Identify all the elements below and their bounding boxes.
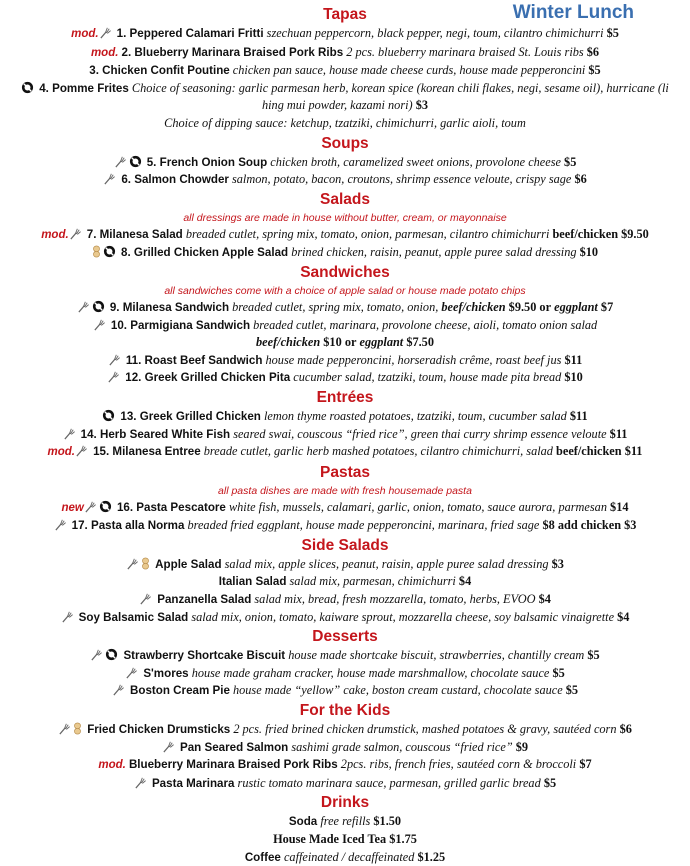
menu-item — [0, 665, 690, 683]
section-title-salads: Salads — [320, 190, 370, 208]
section-title-drinks: Drinks — [320, 794, 370, 812]
item-name: S'mores — [143, 666, 189, 680]
fork-icon — [99, 26, 112, 39]
menu-item — [0, 171, 690, 189]
item-extra: Choice of dipping sauce: ketchup, tzatziki, chimichurri, garlic aioli, toum — [164, 115, 526, 130]
item-name: Pan Seared Salmon — [180, 740, 289, 754]
item-option: beef/chicken — [552, 226, 619, 241]
item-price: $5 — [564, 154, 577, 169]
item-price: $6 — [619, 722, 632, 737]
menu-item — [0, 369, 690, 387]
fork-icon — [114, 155, 127, 168]
fork-icon — [54, 518, 67, 531]
item-name: 14. Herb Seared White Fish — [80, 427, 231, 441]
menu-item — [0, 426, 690, 444]
item-price-2: $7 — [600, 299, 614, 314]
item-price: $4 — [538, 592, 551, 607]
item-name: Panzanella Salad — [157, 593, 252, 607]
item-name: 5. French Onion Soup — [146, 155, 268, 169]
item-desc: chicken pan sauce, house made cheese curds, house made pepperoncini — [232, 63, 586, 78]
menu-item — [0, 609, 690, 627]
item-price: $5 — [552, 665, 565, 680]
section-title-side-salads: Side Salads — [301, 536, 389, 554]
item-price: $4 — [617, 609, 630, 624]
item-name: Apple Salad — [155, 557, 222, 571]
item-name: 6. Salmon Chowder — [121, 173, 229, 187]
item-desc: free refills — [320, 814, 371, 829]
fork-icon — [125, 666, 138, 679]
item-desc: 2pcs. ribs, french fries, sautéed corn & broccoli — [340, 757, 577, 772]
menu-item — [0, 25, 690, 44]
item-price: $5 — [606, 26, 619, 40]
fork-icon — [162, 740, 175, 753]
item-price: $9.50 — [508, 299, 537, 314]
menu-item — [0, 317, 690, 335]
item-price: $5 — [543, 775, 557, 790]
item-desc: white fish, mussels, calamari, garlic, onion, tomato, sauce aurora, parmesan — [228, 499, 607, 514]
item-name: Strawberry Shortcake Biscuit — [123, 649, 286, 663]
item-name: Coffee — [244, 850, 281, 864]
item-name: 9. Milanesa Sandwich — [109, 300, 230, 314]
item-desc: seared swai, couscous “fried rice”, green thai curry shrimp essence veloute — [233, 426, 607, 441]
item-name: 4. Pomme Frites — [39, 81, 129, 95]
fork-icon — [93, 318, 106, 331]
menu-item — [0, 517, 690, 535]
item-desc: house made pepperoncini, horseradish crême, roast beef jus — [265, 352, 562, 367]
item-extra-line — [0, 115, 690, 133]
item-options-line — [0, 334, 690, 352]
item-price: $11 — [564, 352, 583, 367]
item-desc: 2 pcs. blueberry marinara braised St. Louis ribs — [346, 44, 584, 59]
item-name: 16. Pasta Pescatore — [116, 500, 226, 514]
fork-icon — [84, 500, 97, 513]
menu-item — [0, 62, 690, 80]
fork-icon — [107, 370, 120, 383]
item-price-2: $7.50 — [406, 335, 434, 350]
item-price: $11 — [624, 444, 643, 459]
item-price: $6 — [586, 44, 600, 59]
menu-item — [0, 682, 690, 700]
item-desc: house made “yellow” cake, boston cream custard, chocolate sauce — [232, 683, 563, 698]
item-name: Pasta Marinara — [151, 776, 235, 790]
item-price: $9.50 — [621, 226, 649, 241]
section-title-soups: Soups — [321, 134, 369, 152]
fork-icon — [90, 648, 103, 661]
item-option-2: eggplant — [359, 335, 404, 350]
item-desc: rustic tomato marinara sauce, parmesan, grilled garlic bread — [237, 775, 541, 790]
item-desc: breaded cutlet, spring mix, tomato, onion, parmesan, cilantro chimichurri — [185, 226, 550, 241]
peanut-icon — [92, 245, 101, 258]
menu-item — [0, 849, 690, 866]
gluten-free-icon — [21, 81, 34, 94]
item-desc: salmon, potato, bacon, croutons, shrimp essence veloute, crispy sage — [232, 172, 572, 187]
item-price: $5 — [587, 648, 600, 663]
section-note: all sandwiches come with a choice of apple salad or house made potato chips — [164, 284, 526, 297]
gluten-free-icon — [105, 648, 118, 661]
item-desc: Choice of seasoning: garlic parmesan herb, korean spice (korean chili flakes, negi, sesame oil), hurricane (li hing mui powder, kazami nori) — [131, 80, 669, 113]
item-name: Italian Salad — [218, 575, 287, 589]
item-name: 8. Grilled Chicken Apple Salad — [121, 246, 289, 260]
item-desc: breade cutlet, garlic herb mashed potatoes, cilantro chimichurri, salad — [203, 444, 553, 459]
fork-icon — [139, 592, 152, 605]
item-or: or — [539, 299, 552, 314]
mod-tag: mod. — [41, 228, 69, 241]
item-desc: breaded fried eggplant, house made pepperoncini, marinara, fried sage — [187, 518, 540, 533]
item-price: $11 — [609, 426, 628, 441]
item-name: 7. Milanesa Salad — [86, 227, 183, 241]
menu-item — [0, 739, 690, 757]
menu-item — [0, 831, 690, 849]
menu-item — [0, 408, 690, 426]
item-price: $5 — [565, 683, 579, 698]
menu-item — [0, 154, 690, 172]
menu-item — [0, 721, 690, 739]
item-price: $7 — [579, 757, 592, 772]
menu-item — [0, 499, 690, 518]
menu-item — [0, 813, 690, 831]
item-price: $10 — [579, 245, 599, 260]
menu-item — [0, 591, 690, 609]
fork-icon — [77, 300, 90, 313]
menu-body — [0, 4, 690, 866]
item-desc: breaded cutlet, spring mix, tomato, onion, — [232, 299, 439, 314]
menu-item — [0, 647, 690, 665]
item-name: Blueberry Marinara Braised Pork Ribs — [128, 758, 338, 772]
item-name: 3. Chicken Confit Poutine — [89, 64, 230, 78]
menu-item — [0, 226, 690, 245]
item-desc: 2 pcs. fried brined chicken drumstick, mashed potatoes & gravy, sautéed corn — [233, 722, 617, 737]
fork-icon — [58, 722, 71, 735]
gluten-free-icon — [99, 500, 112, 513]
item-name: 13. Greek Grilled Chicken — [120, 409, 261, 423]
item-price: $10 — [323, 335, 342, 350]
item-name: 12. Greek Grilled Chicken Pita — [125, 371, 291, 385]
section-title-tapas: Tapas — [323, 6, 367, 23]
section-title-kids: For the Kids — [299, 702, 391, 720]
gluten-free-icon — [92, 300, 105, 313]
item-desc: salad mix, bread, fresh mozzarella, tomato, herbs, EVOO — [254, 592, 536, 607]
item-price: $14 — [610, 499, 629, 514]
menu-item — [0, 756, 690, 775]
section-title-sandwiches: Sandwiches — [300, 263, 390, 281]
item-name: 1. Peppered Calamari Fritti — [116, 27, 264, 40]
item-name: House Made Iced Tea — [273, 832, 387, 846]
menu-item — [0, 573, 690, 591]
item-option: beef/chicken — [556, 444, 622, 459]
item-desc: chicken broth, caramelized sweet onions, provolone cheese — [270, 154, 561, 169]
mod-tag: mod. — [47, 446, 75, 459]
item-name: Soda — [288, 815, 318, 829]
section-title-pastas: Pastas — [320, 463, 370, 481]
menu-item — [0, 556, 690, 574]
fork-icon — [126, 557, 139, 570]
menu-title: Winter Lunch — [512, 2, 634, 23]
item-price: $10 — [564, 370, 583, 385]
item-price: $6 — [574, 172, 587, 187]
fork-icon — [134, 776, 147, 789]
item-name: Fried Chicken Drumsticks — [87, 723, 231, 737]
gluten-free-icon — [129, 155, 142, 168]
mod-tag: mod. — [71, 28, 99, 40]
item-price: $11 — [569, 408, 588, 423]
menu-item — [0, 443, 690, 462]
section-note: all dressings are made in house without butter, cream, or mayonnaise — [183, 211, 507, 224]
item-name: 15. Milanesa Entree — [93, 445, 201, 459]
item-name: 17. Pasta alla Norma — [71, 519, 185, 533]
item-name: 10. Parmigiana Sandwich — [110, 318, 251, 332]
fork-icon — [63, 427, 76, 440]
menu-item — [0, 775, 690, 793]
peanut-icon — [73, 722, 82, 735]
fork-icon — [69, 227, 82, 240]
item-name: Soy Balsamic Salad — [78, 610, 189, 624]
menu-item — [0, 44, 690, 63]
item-option: beef/chicken — [441, 299, 506, 314]
fork-icon — [112, 683, 125, 696]
item-price: $1.50 — [373, 814, 402, 829]
item-or: or — [344, 335, 357, 350]
item-desc: brined chicken, raisin, peanut, apple puree salad dressing — [291, 245, 577, 260]
menu-item — [0, 244, 690, 262]
menu-item — [0, 299, 690, 317]
item-price: $5 — [588, 63, 601, 78]
fork-icon — [61, 610, 74, 623]
item-name: Boston Cream Pie — [130, 684, 230, 698]
item-desc: salad mix, apple slices, peanut, raisin, apple puree salad dressing — [224, 556, 549, 571]
item-desc: lemon thyme roasted potatoes, tzatziki, toum, cucumber salad — [263, 408, 567, 423]
item-price: $9 — [515, 739, 529, 754]
item-price: $4 — [458, 574, 472, 589]
section-note: all pasta dishes are made with fresh housemade pasta — [218, 484, 472, 497]
gluten-free-icon — [103, 245, 116, 258]
peanut-icon — [141, 557, 150, 570]
fork-icon — [103, 172, 116, 185]
item-option: beef/chicken — [256, 335, 321, 350]
item-addon: add chicken — [557, 518, 622, 533]
menu-item — [0, 352, 690, 370]
item-price: $3 — [551, 556, 564, 571]
item-desc: salad mix, parmesan, chimichurri — [289, 574, 456, 589]
item-name: 11. Roast Beef Sandwich — [125, 353, 263, 367]
item-option-2: eggplant — [554, 299, 598, 314]
mod-tag: mod. — [90, 46, 119, 59]
item-name: 2. Blueberry Marinara Braised Pork Ribs — [121, 45, 344, 59]
gluten-free-icon — [102, 409, 115, 422]
item-addon-price: $3 — [624, 518, 637, 533]
item-desc: house made shortcake biscuit, strawberries, chantilly cream — [288, 648, 585, 663]
item-desc: house made graham cracker, house made marshmallow, chocolate sauce — [191, 665, 550, 680]
fork-icon — [75, 444, 88, 457]
section-title-entrees: Entrées — [316, 388, 374, 406]
item-desc: szechuan peppercorn, black pepper, negi, toum, cilantro chimichurri — [266, 26, 604, 40]
item-desc: cucumber salad, tzatziki, toum, house made pita bread — [293, 370, 562, 385]
item-price: $8 — [542, 518, 555, 533]
mod-tag: mod. — [98, 759, 126, 772]
item-price: $3 — [415, 98, 428, 113]
item-desc: sashimi grade salmon, couscous “fried rice” — [291, 739, 513, 754]
item-desc: caffeinated / decaffeinated — [283, 849, 415, 864]
new-tag: new — [61, 501, 84, 514]
fork-icon — [108, 353, 121, 366]
item-price: $1.75 — [389, 832, 417, 846]
item-desc: salad mix, onion, tomato, kaiware sprout, mozzarella cheese, soy balsamic vinaigrette — [191, 609, 615, 624]
section-title-desserts: Desserts — [312, 628, 378, 646]
menu-item — [0, 80, 690, 115]
item-price: $1.25 — [417, 849, 446, 864]
item-desc: breaded cutlet, marinara, provolone cheese, aioli, tomato onion salad — [253, 317, 598, 332]
